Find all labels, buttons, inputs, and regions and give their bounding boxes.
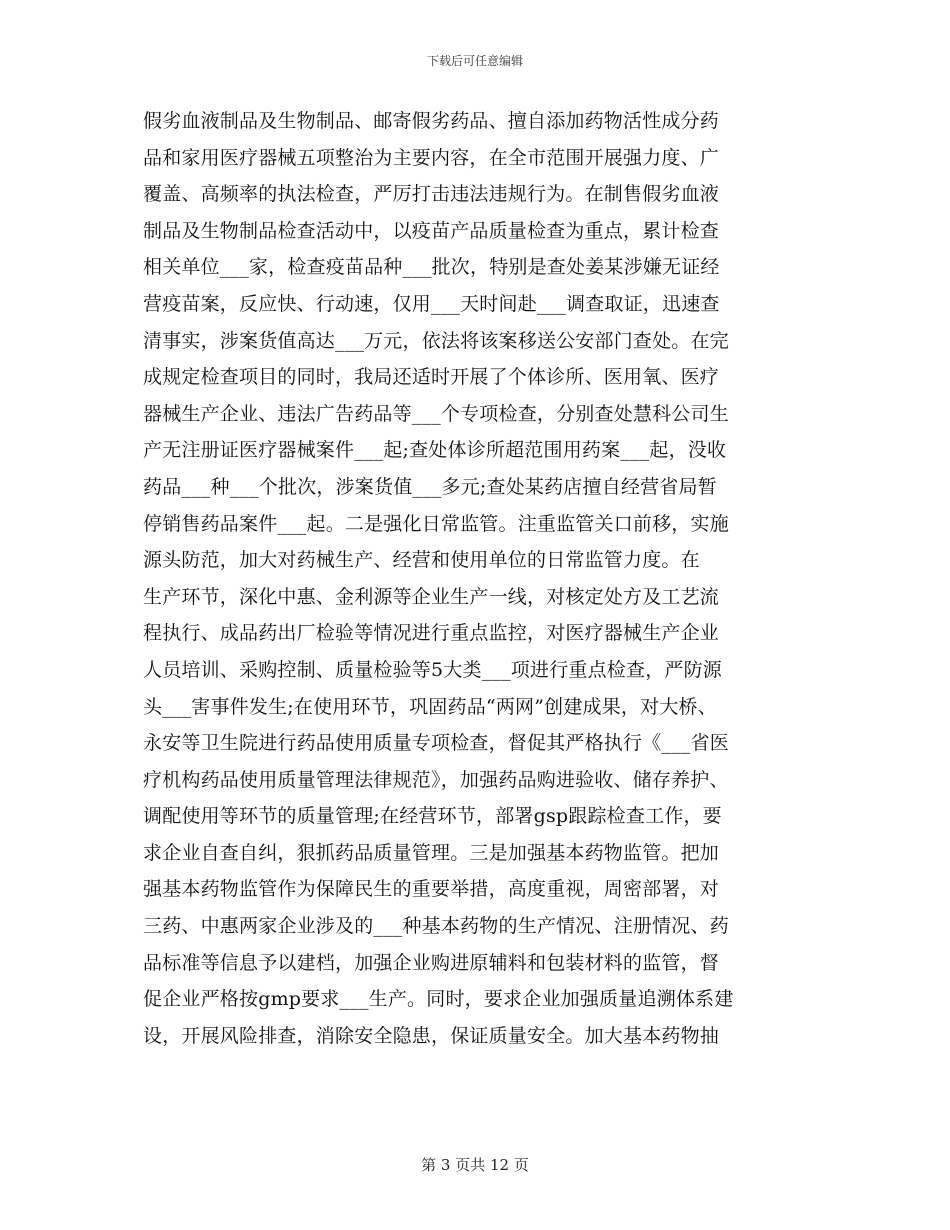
page-number: 第 3 页共 12 页 (421, 1156, 529, 1174)
text-line: 假劣血液制品及生物制品、邮寄假劣药品、擅自添加药物活性成分药 (143, 110, 720, 132)
text-line: 头___害事件发生;在使用环节，巩固药品“两网”创建成果，对大桥、 (143, 695, 717, 718)
text-line: 营疫苗案，反应快、行动速，仅用___天时间赴___调查取证，迅速查 (143, 292, 720, 315)
text-line: 永安等卫生院进行药品使用质量专项检查，督促其严格执行《___省医 (143, 732, 729, 755)
text-line: 成规定检查项目的同时，我局还适时开展了个体诊所、医用氧、医疗 (143, 366, 720, 389)
text-line: 三药、中惠两家企业涉及的___种基本药物的生产情况、注册情况、药 (143, 915, 729, 938)
text-line: 覆盖、高频率的执法检查，严厉打击违法违规行为。在制售假劣血液 (143, 183, 720, 206)
text-line: 疗机构药品使用质量管理法律规范》，加强药品购进验收、储存养护、 (143, 768, 729, 791)
text-line: 程执行、成品药出厂检验等情况进行重点监控，对医疗器械生产企业 (143, 622, 720, 645)
text-line: 产无注册证医疗器械案件___起;查处体诊所超范围用药案___起，没收 (143, 439, 727, 462)
text-line: 药品___种___个批次，涉案货值___多元;查处某药店擅自经营省局暂 (143, 475, 717, 498)
text-line: 生产环节，深化中惠、金利源等企业生产一线，对核定处方及工艺流 (143, 585, 720, 608)
text-line: 人员培训、采购控制、质量检验等5大类___项进行重点检查，严防源 (143, 658, 722, 681)
page-header: 下载后可任意编辑 (426, 54, 523, 68)
text-line: 促企业严格按gmp要求___生产。同时，要求企业加强质量追溯体系建 (143, 988, 734, 1011)
text-line: 调配使用等环节的质量管理;在经营环节，部署gsp跟踪检查工作，要 (143, 805, 722, 828)
text-line: 停销售药品案件___起。二是强化日常监管。注重监管关口前移，实施 (143, 512, 729, 535)
text-line: 器械生产企业、违法广告药品等___个专项检查，分别查处慧科公司生 (143, 402, 729, 425)
text-line: 制品及生物制品检查活动中，以疫苗产品质量检查为重点，累计检查 (143, 219, 720, 242)
document-body (143, 103, 815, 1054)
text-line: 源头防范，加大对药械生产、经营和使用单位的日常监管力度。在 (143, 549, 700, 572)
text-line: 强基本药物监管作为保障民生的重要举措，高度重视，周密部署，对 (143, 878, 720, 901)
text-line: 清事实，涉案货值高达___万元，依法将该案移送公安部门查处。在完 (143, 329, 729, 352)
text-line: 品标准等信息予以建档，加强企业购进原辅料和包装材料的监管，督 (143, 951, 720, 974)
text-line: 相关单位___家，检查疫苗品种___批次，特别是查处姜某涉嫌无证经 (143, 256, 720, 279)
text-line: 品和家用医疗器械五项整治为主要内容，在全市范围开展强力度、广 (143, 146, 720, 169)
text-line: 设，开展风险排查，消除安全隐患，保证质量安全。加大基本药物抽 (143, 1024, 720, 1047)
text-line: 求企业自查自纠，狠抓药品质量管理。三是加强基本药物监管。把加 (143, 841, 720, 864)
